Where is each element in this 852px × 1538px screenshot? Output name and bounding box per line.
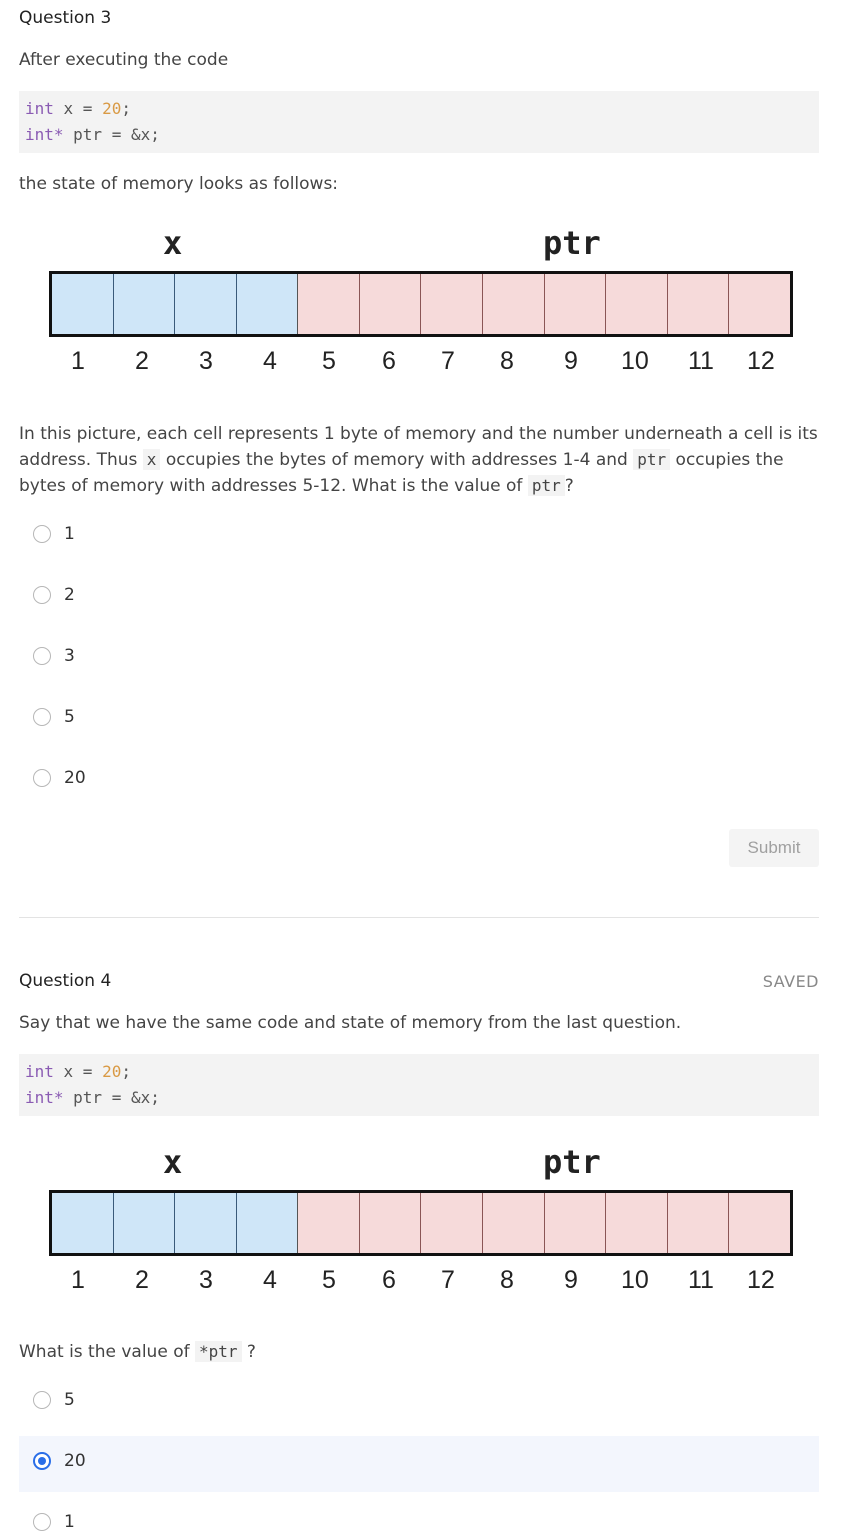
address-label: 8 (500, 347, 514, 375)
radio-button[interactable] (33, 708, 51, 726)
q4-option-selected[interactable] (33, 1449, 86, 1473)
q3-option[interactable] (33, 644, 75, 668)
memory-cell (360, 274, 422, 334)
question-4-code-block (19, 1054, 819, 1116)
option-label: 3 (64, 646, 75, 666)
memory-cell (52, 1193, 114, 1253)
address-label: 9 (564, 1266, 578, 1294)
inline-code-x: x (143, 449, 161, 470)
memory-cell (298, 274, 360, 334)
memory-cell (360, 1193, 422, 1253)
selected-option-highlight (19, 1436, 819, 1492)
address-label: 5 (322, 1266, 336, 1294)
memory-cell (668, 274, 730, 334)
memory-cell (114, 274, 176, 334)
question-4-prompt: What is the value of *ptr ? (19, 1342, 256, 1362)
address-label: 10 (621, 1266, 649, 1294)
q3-option[interactable] (33, 766, 86, 790)
memory-cell (421, 1193, 483, 1253)
radio-button-checked[interactable] (33, 1452, 51, 1470)
address-label: 4 (263, 347, 277, 375)
memory-cell (729, 274, 790, 334)
memory-cell (298, 1193, 360, 1253)
saved-status: SAVED (762, 972, 819, 991)
question-4-intro: Say that we have the same code and state of memory from the last question. (19, 1013, 682, 1033)
address-label: 11 (688, 347, 714, 375)
label-ptr: ptr (543, 224, 601, 262)
q3-option[interactable] (33, 705, 75, 729)
address-label: 4 (263, 1266, 277, 1294)
memory-cell (421, 274, 483, 334)
option-label: 5 (64, 707, 75, 727)
code-line-2: int* ptr = &x; (25, 1088, 160, 1107)
memory-cell (606, 274, 668, 334)
option-label: 1 (64, 524, 75, 544)
address-label: 7 (441, 1266, 455, 1294)
address-label: 11 (688, 1266, 714, 1294)
memory-cells (49, 271, 793, 337)
memory-diagram-q4 (49, 1143, 793, 1303)
question-3-title: Question 3 (19, 8, 112, 28)
radio-button[interactable] (33, 1513, 51, 1531)
question-divider (19, 917, 819, 918)
address-row (49, 347, 793, 377)
address-label: 3 (199, 347, 213, 375)
inline-code-ptr: ptr (633, 449, 670, 470)
option-label: 5 (64, 1390, 75, 1410)
memory-cell (175, 1193, 237, 1253)
memory-cell (483, 1193, 545, 1253)
memory-diagram-q3 (49, 224, 793, 384)
q4-option[interactable] (33, 1388, 75, 1412)
label-ptr: ptr (543, 1143, 601, 1181)
address-row (49, 1266, 793, 1296)
memory-cell (237, 274, 299, 334)
question-3-code-block (19, 91, 819, 153)
q4-option[interactable] (33, 1510, 75, 1534)
memory-cell (483, 274, 545, 334)
submit-button[interactable]: Submit (729, 829, 819, 867)
label-x: x (163, 224, 183, 262)
address-label: 9 (564, 347, 578, 375)
question-3-state-text: the state of memory looks as follows: (19, 174, 339, 194)
question-3-explanation: In this picture, each cell represents 1 byte of memory and the number underneath a cell is its address. Thus x occupies the bytes of memory with addresses 1-4 and ptr occupies the bytes of memory with addresses 5-12. What is the value of ptr ? (19, 424, 818, 496)
q3-option[interactable] (33, 583, 75, 607)
memory-cell (52, 274, 114, 334)
memory-cell (545, 1193, 607, 1253)
inline-code-ptr: ptr (528, 475, 565, 496)
option-label: 20 (64, 1451, 86, 1471)
code-line-1: int x = 20; (25, 1062, 131, 1081)
question-3-intro: After executing the code (19, 50, 229, 70)
memory-cell (237, 1193, 299, 1253)
label-x: x (163, 1143, 183, 1181)
radio-button[interactable] (33, 769, 51, 787)
address-label: 7 (441, 347, 455, 375)
address-label: 1 (71, 1266, 85, 1294)
code-line-1: int x = 20; (25, 99, 131, 118)
radio-button[interactable] (33, 1391, 51, 1409)
code-line-2: int* ptr = &x; (25, 125, 160, 144)
radio-button[interactable] (33, 586, 51, 604)
address-label: 8 (500, 1266, 514, 1294)
option-label: 2 (64, 585, 75, 605)
option-label: 20 (64, 768, 86, 788)
memory-cell (606, 1193, 668, 1253)
address-label: 12 (747, 1266, 775, 1294)
inline-code-deref-ptr: *ptr (195, 1341, 242, 1362)
q3-option[interactable] (33, 522, 75, 546)
address-label: 2 (135, 347, 149, 375)
memory-cell (175, 274, 237, 334)
memory-cell (729, 1193, 790, 1253)
address-label: 6 (382, 1266, 396, 1294)
address-label: 10 (621, 347, 649, 375)
address-label: 1 (71, 347, 85, 375)
radio-button[interactable] (33, 647, 51, 665)
memory-cell (545, 274, 607, 334)
question-4-title: Question 4 (19, 971, 112, 991)
memory-cell (114, 1193, 176, 1253)
option-label: 1 (64, 1512, 75, 1532)
address-label: 5 (322, 347, 336, 375)
address-label: 6 (382, 347, 396, 375)
memory-cells (49, 1190, 793, 1256)
address-label: 3 (199, 1266, 213, 1294)
address-label: 12 (747, 347, 775, 375)
radio-button[interactable] (33, 525, 51, 543)
memory-cell (668, 1193, 730, 1253)
address-label: 2 (135, 1266, 149, 1294)
